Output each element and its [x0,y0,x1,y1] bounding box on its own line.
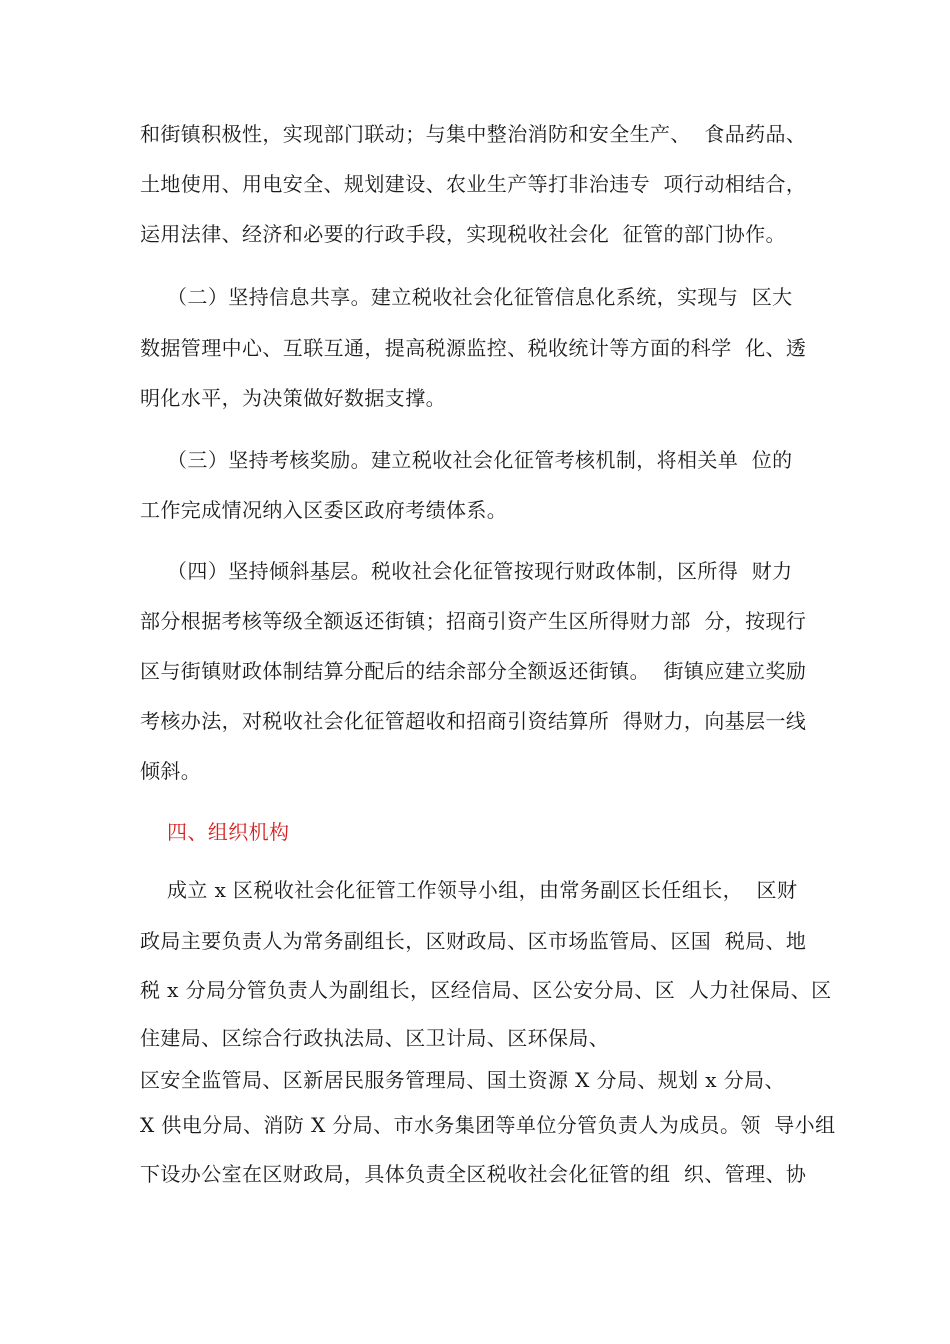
paragraph-line: （四）坚持倾斜基层。税收社会化征管按现行财政体制，区所得 财力 [140,559,793,583]
paragraph-line: 成立 x 区税收社会化征管工作领导小组，由常务副区长任组长， 区财 [140,878,798,902]
paragraph-line: 住建局、区综合行政执法局、区卫计局、区环保局、 [140,1026,610,1050]
paragraph-line: 数据管理中心、互联互通，提高税源监控、税收统计等方面的科学 化、透 [140,336,807,360]
paragraph-line: 税 x 分局分管负责人为副组长，区经信局、区公安分局、区 人力社保局、区 [140,978,832,1002]
paragraph-line: 和街镇积极性，实现部门联动；与集中整治消防和安全生产、 食品药品、 [140,122,807,146]
paragraph-line: 政局主要负责人为常务副组长，区财政局、区市场监管局、区国 税局、地 [140,929,807,953]
paragraph-line: 区与街镇财政体制结算分配后的结余部分全额返还街镇。 街镇应建立奖励 [140,659,807,683]
section-heading: 四、组织机构 [140,820,290,844]
paragraph-line: 下设办公室在区财政局，具体负责全区税收社会化征管的组 织、管理、协 [140,1162,807,1186]
paragraph-line: 明化水平，为决策做好数据支撑。 [140,386,446,410]
paragraph-line: （三）坚持考核奖励。建立税收社会化征管考核机制，将相关单 位的 [140,448,793,472]
paragraph-line: X 供电分局、消防 X 分局、市水务集团等单位分管负责人为成员。领 导小组 [140,1113,836,1137]
paragraph-line: 土地使用、用电安全、规划建设、农业生产等打非治违专 项行动相结合， [140,172,807,196]
paragraph-line: 运用法律、经济和必要的行政手段，实现税收社会化 征管的部门协作。 [140,222,786,246]
paragraph-line: 工作完成情况纳入区委区政府考绩体系。 [140,498,508,522]
paragraph-line: （二）坚持信息共享。建立税收社会化征管信息化系统，实现与 区大 [140,285,793,309]
paragraph-line: 区安全监管局、区新居民服务管理局、国土资源 X 分局、规划 x 分局、 [140,1068,785,1092]
paragraph-line: 倾斜。 [140,759,202,783]
paragraph-line: 部分根据考核等级全额返还街镇；招商引资产生区所得财力部 分，按现行 [140,609,807,633]
paragraph-line: 考核办法，对税收社会化征管超收和招商引资结算所 得财力，向基层一线 [140,709,807,733]
